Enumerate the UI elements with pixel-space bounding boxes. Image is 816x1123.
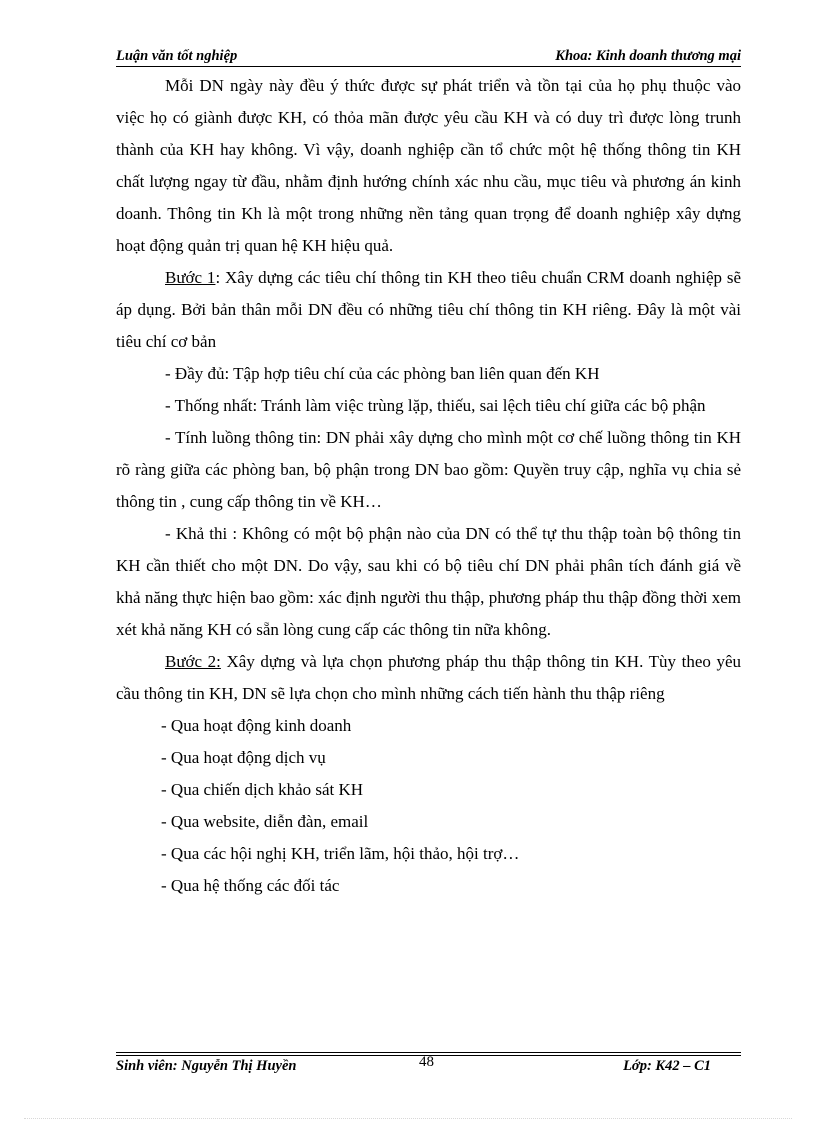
method-list-item: - Qua hoạt động kinh doanh bbox=[161, 716, 352, 735]
paragraph-step2 bbox=[116, 646, 741, 710]
step2-text: Xây dựng và lựa chọn phương pháp thu thập thông tin KH. Tùy theo yêu cầu thông tin KH, DN sẽ lựa chọn cho mình những cách tiến hành thu thập riêng bbox=[116, 652, 741, 703]
header-divider bbox=[116, 66, 741, 67]
header-faculty: Khoa: Kinh doanh thương mại bbox=[555, 48, 741, 64]
page-edge-line bbox=[24, 1118, 792, 1119]
method-list-item: - Qua website, diễn đàn, email bbox=[161, 812, 369, 831]
method-list-item: - Qua các hội nghị KH, triển lãm, hội thảo, hội trợ… bbox=[161, 844, 520, 863]
criterion-feasible: - Khả thi : Không có một bộ phận nào của DN có thể tự thu thập toàn bộ thông tin KH cần thiết cho một DN. Do vậy, sau khi có bộ tiêu chí DN phải phân tích đánh giá về khả năng thực hiện bao gồm: xác định người thu thập, phương pháp thu thập đồng thời xem xét khả năng KH có sẵn lòng cung cấp các thông tin nữa không. bbox=[116, 524, 741, 639]
footer-class: Lớp: K42 – C1 bbox=[623, 1058, 711, 1074]
method-list-item: - Qua hoạt động dịch vụ bbox=[161, 748, 326, 767]
step2-label: Bước 2: bbox=[165, 652, 221, 671]
criterion-complete: - Đầy đủ: Tập hợp tiêu chí của các phòng ban liên quan đến KH bbox=[165, 364, 600, 383]
page-footer bbox=[116, 1056, 741, 1076]
header-thesis-title: Luận văn tốt nghiệp bbox=[116, 48, 238, 64]
footer-student-name: Sinh viên: Nguyễn Thị Huyền bbox=[116, 1058, 297, 1074]
method-list-item: - Qua chiến dịch khảo sát KH bbox=[161, 780, 364, 799]
page-body bbox=[116, 70, 741, 902]
step1-label: Bước 1 bbox=[165, 268, 216, 287]
paragraph-intro: Mỗi DN ngày này đều ý thức được sự phát triển và tồn tại của họ phụ thuộc vào việc họ có giành được KH, có thỏa mãn được yêu cầu KH và có duy trì được lòng trunh thành của KH hay không. Vì vậy, doanh nghiệp cần tổ chức một hệ thống thông tin KH chất lượng ngay từ đầu, nhằm định hướng chính xác nhu cầu, mục tiêu và phương án kinh doanh. Thông tin Kh là một trong những nền tảng quan trọng để doanh nghiệp xây dựng hoạt động quản trị quan hệ KH hiệu quả. bbox=[116, 76, 741, 255]
paragraph-step1 bbox=[116, 262, 741, 358]
footer-divider-top bbox=[116, 1052, 741, 1053]
step1-text: : Xây dựng các tiêu chí thông tin KH theo tiêu chuẩn CRM doanh nghiệp sẽ áp dụng. Bởi bản thân mỗi DN đều có những tiêu chí thông tin KH riêng. Đây là một vài tiêu chí cơ bản bbox=[116, 268, 742, 351]
method-list-item: - Qua hệ thống các đối tác bbox=[161, 876, 340, 895]
criterion-consistent: - Thống nhất: Tránh làm việc trùng lặp, thiếu, sai lệch tiêu chí giữa các bộ phận bbox=[165, 396, 706, 415]
page-header bbox=[116, 46, 741, 66]
criterion-info-flow: - Tính luồng thông tin: DN phải xây dựng cho mình một cơ chế luồng thông tin KH rõ ràng giữa các phòng ban, bộ phận trong DN bao gồm: Quyền truy cập, nghĩa vụ chia sẻ thông tin , cung cấp thông tin về KH… bbox=[116, 428, 741, 511]
page-number: 48 bbox=[419, 1054, 434, 1070]
